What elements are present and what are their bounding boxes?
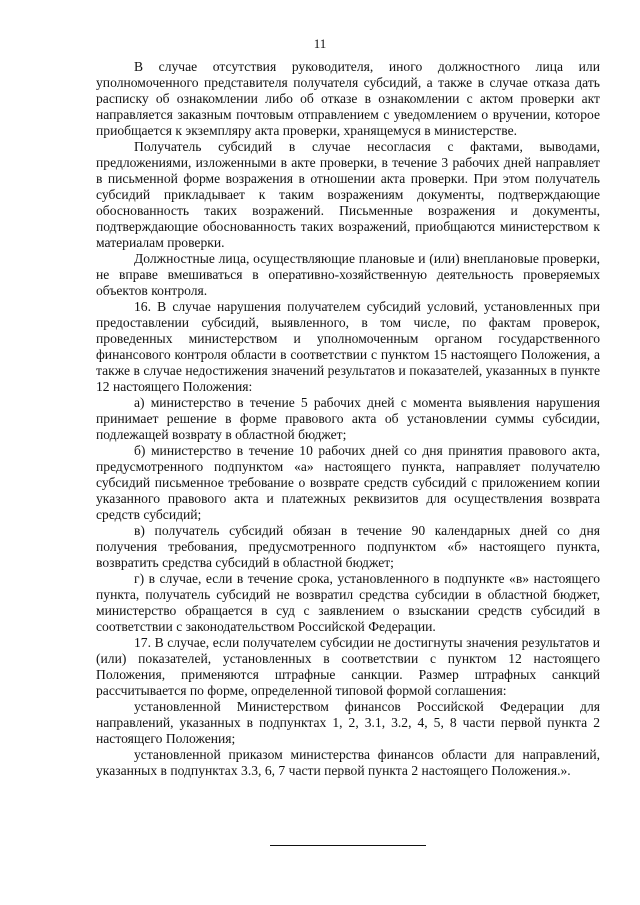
page-number: 11: [313, 36, 327, 51]
closing-rule: [270, 845, 426, 846]
paragraph-minfin-region: установленной приказом министерства финансов области для направлений, указанных в подпунктах 3.3, 6, 7 части первой пункта 2 настоящего Положения.».: [96, 747, 600, 778]
paragraph-clause-17: 17. В случае, если получателем субсидии не достигнуты значения результатов и (или) показателей, установленных в соответствии с пунктом 12 настоящего Положения, применяются штрафные санкции. Размер штрафных санкций рассчитывается по форме, определенной типовой формой соглашения:: [96, 635, 600, 698]
list-item-b: б) министерство в течение 10 рабочих дней со дня принятия правового акта, предусмотренного подпунктом «а» настоящего пункта, направляет получателю субсидий письменное требование о возврате средств субсидий с приложением копии указанного правового акта и платежных реквизитов для осуществления возврата средств субсидий;: [96, 443, 600, 522]
list-item-v: в) получатель субсидий обязан в течение 90 календарных дней со дня получения требования, предусмотренного подпунктом «б» настоящего пункта, возвратить средства субсидий в областной бюджет;: [96, 523, 600, 570]
list-item-g: г) в случае, если в течение срока, установленного в подпункте «в» настоящего пункта, получатель субсидий не возвратил средства субсидии в областной бюджет, министерство обращается в суд с заявлением о взыскании средств субсидий в соответствии с законодательством Российской Федерации.: [96, 571, 600, 634]
document-body: [96, 59, 600, 779]
paragraph-minfin-rf: установленной Министерством финансов Российской Федерации для направлений, указанных в подпунктах 1, 2, 3.1, 3.2, 4, 5, 8 части первой пункта 2 настоящего Положения;: [96, 699, 600, 746]
list-item-a: а) министерство в течение 5 рабочих дней с момента выявления нарушения принимает решение в форме правового акта об установлении суммы субсидии, подлежащей возврату в областной бюджет;: [96, 395, 600, 442]
paragraph-officials: Должностные лица, осуществляющие плановые и (или) внеплановые проверки, не вправе вмешиваться в оперативно-хозяйственную деятельность проверяемых объектов контроля.: [96, 251, 600, 298]
paragraph-absent-manager: В случае отсутствия руководителя, иного должностного лица или уполномоченного представителя получателя субсидий, а также в случае отказа дать расписку об ознакомлении либо об отказе в ознакомлении с актом проверки акт направляется заказным почтовым отправлением с уведомлением о вручении, которое приобщается к экземпляру акта проверки, хранящемуся в министерстве.: [96, 59, 600, 138]
paragraph-clause-16: 16. В случае нарушения получателем субсидий условий, установленных при предоставлении субсидий, выявленного, в том числе, по фактам проверок, проведенных министерством и уполномоченным органом государственного финансового контроля области в соответствии с пунктом 15 настоящего Положения, а также в случае недостижения значений результатов и показателей, указанных в пункте 12 настоящего Положения:: [96, 299, 600, 394]
paragraph-objections: Получатель субсидий в случае несогласия с фактами, выводами, предложениями, изложенными в акте проверки, в течение 3 рабочих дней направляет в письменной форме возражения в отношении акта проверки. При этом получатель субсидий прикладывает к таким возражениям документы, подтверждающие обоснованность таких возражений. Письменные возражения и документы, подтверждающие обоснованность таких возражений, приобщаются министерством к материалам проверки.: [96, 139, 600, 250]
